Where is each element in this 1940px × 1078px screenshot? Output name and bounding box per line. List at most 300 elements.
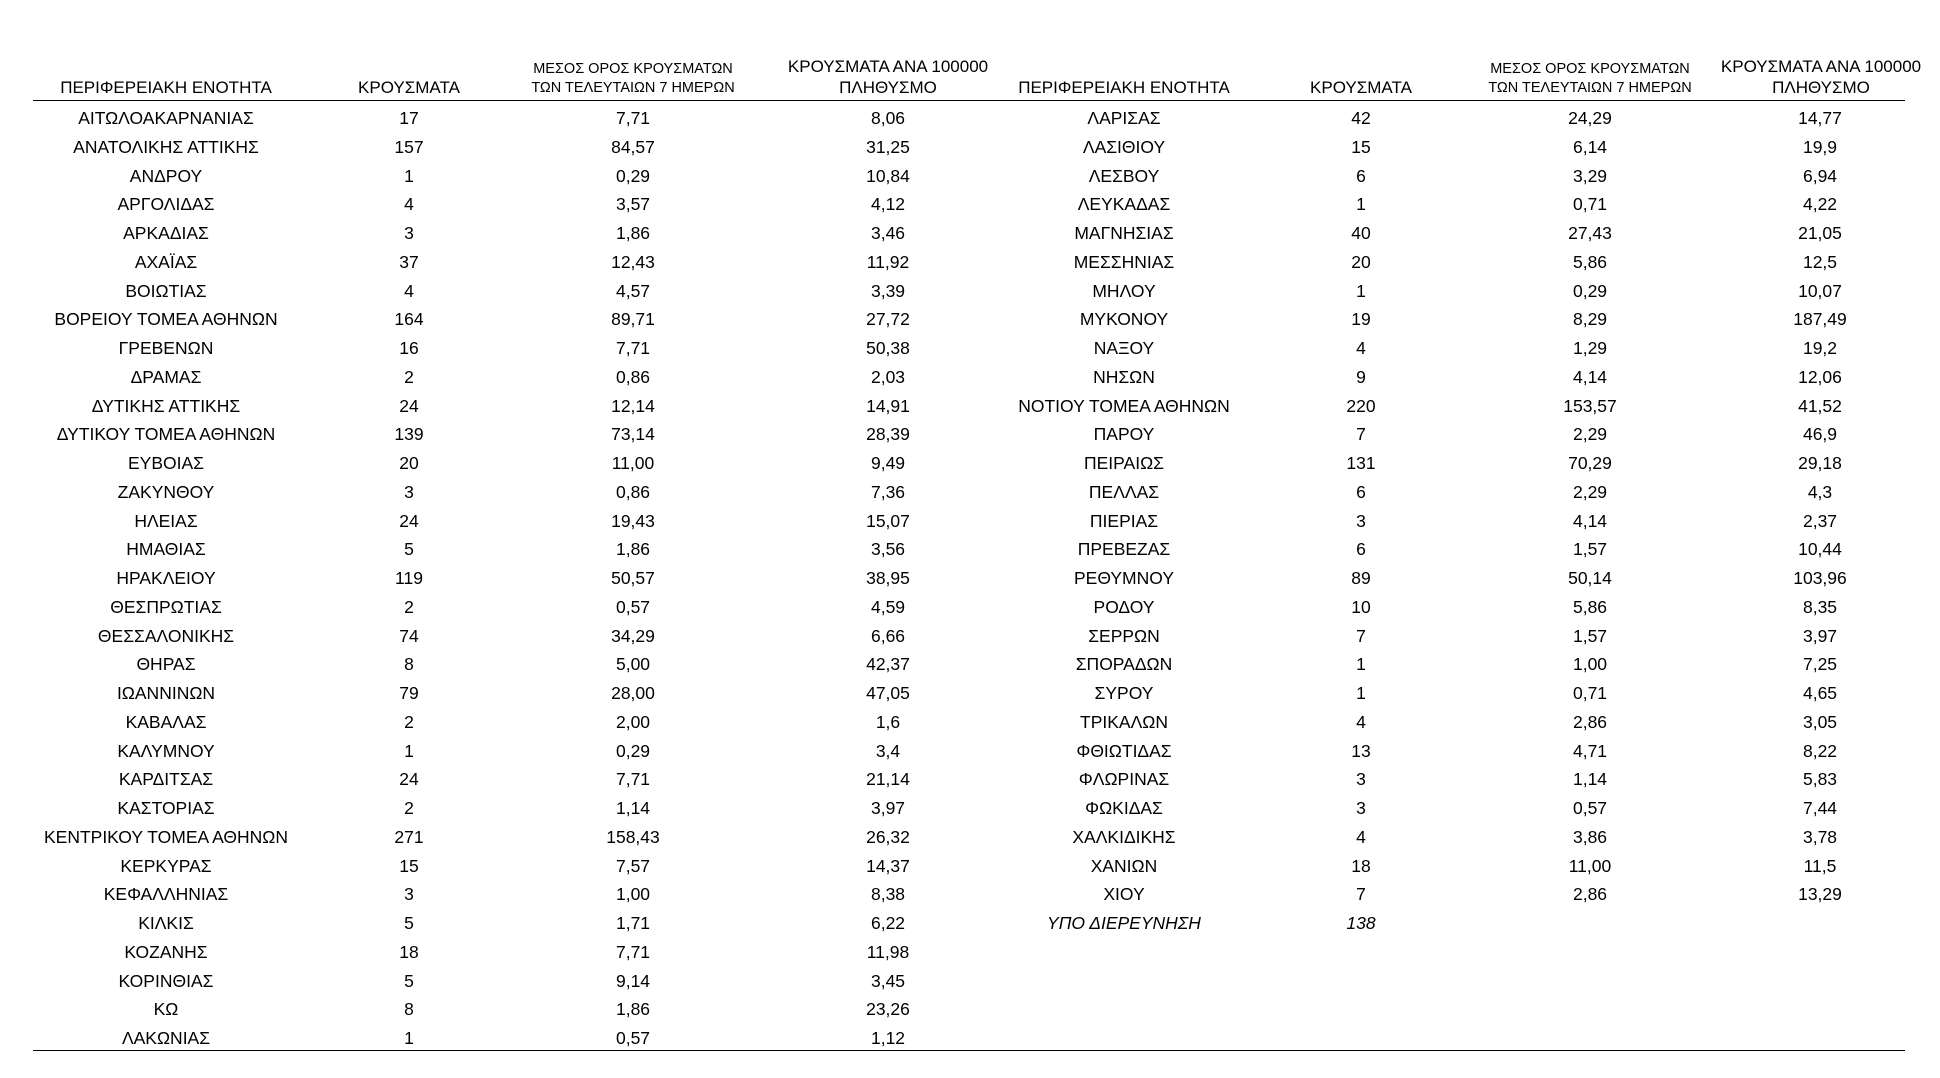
- cases-cell: 157: [394, 136, 424, 157]
- region-cell: ΜΥΚΟΝΟΥ: [1079, 309, 1169, 330]
- region-cell: ΠΕΛΛΑΣ: [1088, 481, 1160, 502]
- avg-cell: 1,14: [615, 798, 651, 818]
- table-row: [33, 536, 987, 565]
- rows-left: [33, 101, 987, 1054]
- table-row: [33, 163, 987, 192]
- table-row: [991, 795, 1905, 824]
- region-cell: ΓΡΕΒΕΝΩΝ: [118, 338, 214, 358]
- per100k-cell: 3,46: [870, 223, 906, 243]
- region-cell: ΚΟΖΑΝΗΣ: [124, 941, 208, 962]
- region-cell: ΕΥΒΟΙΑΣ: [128, 453, 204, 473]
- region-cell: ΦΘΙΩΤΙΔΑΣ: [1076, 740, 1172, 761]
- cases-cell: 13: [1351, 740, 1371, 761]
- cases-cell: 24: [399, 510, 419, 531]
- per100k-cell: 3,97: [870, 798, 906, 818]
- per100k-cell: 5,83: [1802, 769, 1838, 790]
- per100k-cell: 3,78: [1802, 826, 1838, 847]
- cases-cell: 4: [1356, 826, 1366, 847]
- cases-cell: 271: [394, 826, 424, 847]
- region-cell: ΚΕΝΤΡΙΚΟΥ ΤΟΜΕΑ ΑΘΗΝΩΝ: [43, 826, 289, 847]
- avg-cell: 19,43: [611, 510, 655, 531]
- avg-cell: 1,86: [615, 539, 651, 560]
- region-cell: ΑΧΑΪΑΣ: [134, 251, 198, 272]
- avg-cell: 0,29: [615, 165, 651, 186]
- per100k-cell: 11,5: [1803, 855, 1837, 876]
- region-cell: ΔΥΤΙΚΟΥ ΤΟΜΕΑ ΑΘΗΝΩΝ: [56, 424, 276, 445]
- region-cell: ΒΟΙΩΤΙΑΣ: [125, 280, 207, 301]
- per100k-cell: 6,22: [870, 913, 906, 933]
- per100k-cell: 27,72: [866, 309, 910, 330]
- region-cell: ΜΗΛΟΥ: [1092, 280, 1156, 301]
- avg-cell: 5,86: [1572, 596, 1608, 617]
- table-row: [991, 335, 1905, 364]
- region-cell: ΡΟΔΟΥ: [1093, 596, 1155, 617]
- header-avg-line2: ΤΩΝ ΤΕΛΕΥΤΑΙΩΝ 7 ΗΜΕΡΩΝ: [1488, 80, 1692, 96]
- table-row: [991, 163, 1905, 192]
- cases-cell: 3: [1356, 798, 1366, 818]
- table-row: [33, 881, 987, 910]
- avg-cell: 1,57: [1572, 539, 1608, 560]
- avg-cell: 1,71: [615, 913, 651, 933]
- table-row: [991, 565, 1905, 594]
- region-cell: ΜΕΣΣΗΝΙΑΣ: [1073, 251, 1175, 272]
- cases-cell: 6: [1356, 481, 1366, 502]
- region-cell: ΠΑΡΟΥ: [1093, 424, 1155, 445]
- table-row: [33, 508, 987, 537]
- avg-cell: 0,71: [1572, 683, 1608, 703]
- avg-cell: 4,71: [1572, 740, 1608, 761]
- region-cell: ΧΑΝΙΩΝ: [1090, 855, 1158, 876]
- table-row: [991, 278, 1905, 307]
- table-block-right: [991, 50, 1922, 939]
- region-cell: ΡΕΘΥΜΝΟΥ: [1073, 568, 1174, 588]
- region-cell: ΣΠΟΡΑΔΩΝ: [1075, 654, 1173, 675]
- region-cell: ΗΡΑΚΛΕΙΟΥ: [116, 568, 216, 588]
- table-row: [991, 105, 1905, 134]
- avg-cell: 8,29: [1572, 309, 1608, 330]
- per100k-cell: 4,3: [1807, 481, 1833, 502]
- cases-cell: 5: [404, 913, 414, 933]
- header-per100k-line1: ΚΡΟΥΣΜΑΤΑ ΑΝΑ 100000: [1720, 57, 1922, 76]
- cases-cell: 3: [404, 481, 414, 502]
- per100k-cell: 3,45: [870, 970, 906, 991]
- per100k-cell: 6,94: [1802, 165, 1838, 186]
- avg-cell: 34,29: [611, 625, 655, 646]
- region-cell: ΚΑΣΤΟΡΙΑΣ: [117, 798, 215, 818]
- table-row: [991, 881, 1905, 910]
- region-cell: ΛΑΚΩΝΙΑΣ: [121, 1028, 211, 1048]
- cases-cell: 4: [1356, 338, 1366, 358]
- region-cell: ΝΗΣΩΝ: [1093, 366, 1155, 387]
- cases-cell: 119: [395, 568, 423, 588]
- cases-cell: 1: [404, 1028, 414, 1048]
- table-row: [33, 421, 987, 450]
- cases-cell: 7: [1356, 625, 1366, 646]
- avg-cell: 3,29: [1572, 165, 1608, 186]
- per100k-cell: 3,39: [870, 280, 906, 301]
- region-cell: ΒΟΡΕΙΟΥ ΤΟΜΕΑ ΑΘΗΝΩΝ: [54, 309, 278, 330]
- cases-cell: 1: [404, 740, 414, 761]
- region-cell: ΠΡΕΒΕΖΑΣ: [1077, 539, 1171, 560]
- table-row: [33, 306, 987, 335]
- table-row: [33, 479, 987, 508]
- cases-cell: 8: [404, 654, 414, 675]
- avg-cell: 2,29: [1572, 424, 1608, 445]
- per100k-cell: 28,39: [866, 424, 910, 445]
- per100k-cell: 14,91: [866, 395, 910, 416]
- avg-cell: 2,86: [1572, 884, 1608, 905]
- cases-cell: 4: [404, 280, 414, 301]
- table-row: [33, 651, 987, 680]
- avg-cell: 1,00: [615, 884, 651, 905]
- header-region: ΠΕΡΙΦΕΡΕΙΑΚΗ ΕΝΟΤΗΤΑ: [60, 78, 272, 97]
- per100k-cell: 11,98: [866, 941, 910, 962]
- header-avg-line1: ΜΕΣΟΣ ΟΡΟΣ ΚΡΟΥΣΜΑΤΩΝ: [533, 61, 733, 77]
- header-avg: [1475, 60, 1705, 98]
- cases-cell: 37: [399, 251, 419, 272]
- avg-cell: 7,57: [615, 855, 651, 876]
- per100k-cell: 19,9: [1802, 136, 1838, 157]
- header-region: ΠΕΡΙΦΕΡΕΙΑΚΗ ΕΝΟΤΗΤΑ: [1018, 78, 1230, 97]
- table-row: [991, 479, 1905, 508]
- cases-cell: 131: [1346, 453, 1376, 473]
- cases-cell: 18: [1351, 855, 1371, 876]
- per100k-cell: 31,25: [866, 136, 910, 157]
- cases-cell: 15: [399, 855, 419, 876]
- cases-cell: 3: [404, 223, 414, 243]
- region-cell: ΖΑΚΥΝΘΟΥ: [117, 481, 215, 502]
- avg-cell: 0,86: [615, 481, 651, 502]
- avg-cell: 84,57: [611, 136, 655, 157]
- cases-cell: 2: [404, 711, 414, 732]
- region-cell: ΧΙΟΥ: [1103, 884, 1145, 905]
- region-cell: ΠΕΙΡΑΙΩΣ: [1084, 453, 1164, 473]
- cases-cell: 7: [1356, 424, 1366, 445]
- table-row: [991, 594, 1905, 623]
- cases-cell: 5: [404, 539, 414, 560]
- table-header-right: [991, 50, 1922, 100]
- avg-cell: 0,57: [615, 1028, 651, 1048]
- region-cell: ΠΙΕΡΙΑΣ: [1089, 510, 1159, 531]
- per100k-cell: 7,36: [870, 481, 906, 502]
- table-row: [991, 680, 1905, 709]
- region-cell: ΤΡΙΚΑΛΩΝ: [1080, 711, 1168, 732]
- cases-cell: 1: [1356, 654, 1366, 675]
- region-cell: ΣΥΡΟΥ: [1094, 683, 1154, 703]
- region-cell: ΝΟΤΙΟΥ ΤΟΜΕΑ ΑΘΗΝΩΝ: [1018, 395, 1230, 416]
- table-row: [991, 450, 1905, 479]
- cases-cell: 6: [1356, 539, 1366, 560]
- table-row: [991, 134, 1905, 163]
- header-per100k-line1: ΚΡΟΥΣΜΑΤΑ ΑΝΑ 100000: [787, 57, 989, 76]
- avg-cell: 4,57: [615, 280, 651, 301]
- avg-cell: 1,14: [1572, 769, 1608, 790]
- cases-cell: 17: [399, 108, 419, 128]
- table-row: [991, 220, 1905, 249]
- region-cell: ΚΑΛΥΜΝΟΥ: [117, 740, 215, 761]
- header-avg-line1: ΜΕΣΟΣ ΟΡΟΣ ΚΡΟΥΣΜΑΤΩΝ: [1490, 61, 1690, 77]
- cases-cell: 2: [404, 366, 414, 387]
- header-per100k-line2: ΠΛΗΘΥΣΜΟ: [1772, 78, 1870, 97]
- avg-cell: 0,86: [615, 366, 651, 387]
- table-row: [991, 766, 1905, 795]
- per100k-cell: 4,12: [870, 194, 906, 215]
- avg-cell: 3,86: [1572, 826, 1608, 847]
- cases-cell: 40: [1351, 223, 1371, 243]
- table-row: [33, 364, 987, 393]
- table-row: [33, 134, 987, 163]
- region-cell: ΚΑΒΑΛΑΣ: [125, 711, 207, 732]
- cases-cell: 4: [404, 194, 414, 215]
- header-cases: ΚΡΟΥΣΜΑΤΑ: [1310, 78, 1412, 97]
- cases-cell: 10: [1351, 596, 1371, 617]
- header-cases: ΚΡΟΥΣΜΑΤΑ: [358, 78, 460, 97]
- region-cell: ΚΕΦΑΛΛΗΝΙΑΣ: [103, 884, 229, 905]
- per100k-cell: 19,2: [1802, 338, 1838, 358]
- region-cell: ΗΛΕΙΑΣ: [134, 510, 198, 531]
- table-row: [33, 278, 987, 307]
- per100k-cell: 103,96: [1793, 568, 1847, 588]
- cases-cell: 6: [1356, 165, 1366, 186]
- region-cell: ΣΕΡΡΩΝ: [1088, 625, 1160, 646]
- table-row: [991, 249, 1905, 278]
- cases-cell: 15: [1351, 136, 1371, 157]
- per100k-cell: 8,35: [1802, 596, 1838, 617]
- header-avg: [518, 60, 748, 98]
- cases-cell: 2: [404, 798, 414, 818]
- table-row: [991, 191, 1905, 220]
- avg-cell: 0,29: [615, 740, 651, 761]
- header-avg-line2: ΤΩΝ ΤΕΛΕΥΤΑΙΩΝ 7 ΗΜΕΡΩΝ: [531, 80, 735, 96]
- per100k-cell: 21,05: [1798, 223, 1842, 243]
- avg-cell: 3,57: [615, 194, 651, 215]
- per100k-cell: 26,32: [866, 826, 910, 847]
- per100k-cell: 4,65: [1802, 683, 1838, 703]
- table-row: [33, 450, 987, 479]
- table-row: [33, 824, 987, 853]
- cases-cell: 7: [1356, 884, 1366, 905]
- avg-cell: 4,14: [1572, 510, 1608, 531]
- table-row: [33, 249, 987, 278]
- region-cell: ΚΩ: [153, 999, 179, 1020]
- per100k-cell: 7,44: [1802, 798, 1838, 818]
- per100k-cell: 3,05: [1802, 711, 1838, 732]
- region-cell: ΑΡΓΟΛΙΔΑΣ: [117, 194, 215, 215]
- per100k-cell: 50,38: [866, 338, 910, 358]
- avg-cell: 0,29: [1572, 280, 1608, 301]
- per100k-cell: 4,59: [870, 596, 906, 617]
- region-cell: ΛΕΥΚΑΔΑΣ: [1077, 194, 1171, 215]
- per100k-cell: 2,37: [1802, 510, 1838, 531]
- per100k-cell: 8,22: [1802, 740, 1838, 761]
- avg-cell: 1,29: [1572, 338, 1608, 358]
- avg-cell: 6,14: [1572, 136, 1608, 157]
- table-row: [991, 738, 1905, 767]
- pending-row: [991, 910, 1905, 939]
- region-cell: ΚΑΡΔΙΤΣΑΣ: [118, 769, 214, 790]
- cases-cell: 24: [399, 395, 419, 416]
- region-cell: ΘΗΡΑΣ: [136, 654, 196, 675]
- table-row: [991, 536, 1905, 565]
- per100k-cell: 3,97: [1802, 625, 1838, 646]
- per100k-cell: 4,22: [1802, 194, 1838, 215]
- table-row: [33, 709, 987, 738]
- per100k-cell: 47,05: [866, 683, 910, 703]
- table-row: [33, 105, 987, 134]
- per100k-cell: 14,37: [866, 855, 910, 876]
- table-row: [33, 594, 987, 623]
- avg-cell: 1,57: [1572, 625, 1608, 646]
- per100k-cell: 13,29: [1798, 884, 1842, 905]
- per100k-cell: 2,03: [870, 366, 906, 387]
- per100k-cell: 6,66: [870, 625, 906, 646]
- avg-cell: 5,86: [1572, 251, 1608, 272]
- avg-cell: 2,86: [1572, 711, 1608, 732]
- per100k-cell: 1,12: [870, 1028, 906, 1048]
- region-cell: ΚΕΡΚΥΡΑΣ: [120, 855, 212, 876]
- table-row: [991, 306, 1905, 335]
- avg-cell: 2,00: [615, 711, 651, 732]
- per100k-cell: 11,92: [866, 251, 910, 272]
- table-row: [33, 393, 987, 422]
- table-row: [33, 939, 987, 968]
- region-cell: ΔΡΑΜΑΣ: [130, 366, 202, 387]
- region-cell: ΧΑΛΚΙΔΙΚΗΣ: [1072, 826, 1176, 847]
- cases-cell: 19: [1351, 309, 1371, 330]
- avg-cell: 7,71: [615, 941, 651, 962]
- table-row: [33, 968, 987, 997]
- bottom-rule: [33, 1050, 1905, 1051]
- avg-cell: 153,57: [1563, 395, 1617, 416]
- cases-cell: 8: [404, 999, 414, 1020]
- region-cell: ΛΕΣΒΟΥ: [1088, 165, 1160, 186]
- table-row: [33, 680, 987, 709]
- region-cell: ΑΡΚΑΔΙΑΣ: [123, 223, 209, 243]
- table-row: [991, 651, 1905, 680]
- pending-cases: 138: [1346, 913, 1376, 933]
- table-row: [991, 824, 1905, 853]
- cases-cell: 1: [404, 165, 414, 186]
- header-per100k: [1691, 56, 1940, 98]
- avg-cell: 1,00: [1572, 654, 1608, 675]
- cases-cell: 79: [399, 683, 419, 703]
- avg-cell: 12,43: [611, 251, 655, 272]
- avg-cell: 158,43: [606, 826, 660, 847]
- per100k-cell: 3,56: [870, 539, 906, 560]
- region-cell: ΦΩΚΙΔΑΣ: [1085, 798, 1163, 818]
- per100k-cell: 14,77: [1798, 108, 1842, 128]
- table-row: [33, 191, 987, 220]
- region-cell: ΛΑΡΙΣΑΣ: [1087, 108, 1161, 128]
- region-cell: ΚΟΡΙΝΘΙΑΣ: [118, 970, 214, 991]
- region-cell: ΚΙΛΚΙΣ: [138, 913, 194, 933]
- per100k-cell: 15,07: [866, 510, 910, 531]
- per100k-cell: 3,4: [875, 740, 901, 761]
- region-cell: ΛΑΣΙΘΙΟΥ: [1082, 136, 1166, 157]
- table-row: [991, 623, 1905, 652]
- per100k-cell: 8,38: [870, 884, 906, 905]
- avg-cell: 12,14: [611, 395, 655, 416]
- cases-cell: 2: [404, 596, 414, 617]
- cases-cell: 16: [399, 338, 419, 358]
- per100k-cell: 21,14: [866, 769, 910, 790]
- cases-cell: 4: [1356, 711, 1366, 732]
- per100k-cell: 10,84: [866, 165, 910, 186]
- cases-cell: 42: [1351, 108, 1371, 128]
- avg-cell: 73,14: [611, 424, 655, 445]
- region-cell: ΦΛΩΡΙΝΑΣ: [1078, 769, 1170, 790]
- region-cell: ΑΙΤΩΛΟΑΚΑΡΝΑΝΙΑΣ: [78, 108, 254, 128]
- region-cell: ΗΜΑΘΙΑΣ: [126, 539, 206, 560]
- table-row: [991, 421, 1905, 450]
- table-row: [991, 364, 1905, 393]
- table-block-left: [33, 50, 987, 1054]
- cases-cell: 1: [1356, 194, 1366, 215]
- region-cell: ΑΝΑΤΟΛΙΚΗΣ ΑΤΤΙΚΗΣ: [73, 136, 259, 157]
- per100k-cell: 8,06: [870, 108, 906, 128]
- avg-cell: 24,29: [1568, 108, 1612, 128]
- table-row: [991, 508, 1905, 537]
- avg-cell: 50,14: [1568, 568, 1612, 588]
- pending-label: ΥΠΟ ΔΙΕΡΕΥΝΗΣΗ: [1047, 913, 1201, 933]
- per100k-cell: 46,9: [1802, 424, 1838, 445]
- per100k-cell: 29,18: [1798, 453, 1842, 473]
- region-cell: ΝΑΞΟΥ: [1093, 338, 1155, 358]
- cases-cell: 18: [399, 941, 419, 962]
- cases-cell: 164: [394, 309, 424, 330]
- table-row: [33, 766, 987, 795]
- avg-cell: 7,71: [615, 108, 651, 128]
- avg-cell: 50,57: [611, 568, 655, 588]
- cases-cell: 24: [399, 769, 419, 790]
- avg-cell: 27,43: [1568, 223, 1612, 243]
- cases-cell: 74: [399, 625, 419, 646]
- avg-cell: 11,00: [611, 453, 655, 473]
- per100k-cell: 1,6: [875, 711, 901, 732]
- avg-cell: 0,57: [1572, 798, 1608, 818]
- table-row: [991, 393, 1905, 422]
- avg-cell: 4,14: [1572, 366, 1608, 387]
- cases-cell: 20: [1351, 251, 1371, 272]
- table-row: [33, 795, 987, 824]
- cases-cell: 3: [1356, 510, 1366, 531]
- avg-cell: 70,29: [1568, 453, 1612, 473]
- table-row: [33, 220, 987, 249]
- per100k-cell: 38,95: [866, 568, 910, 588]
- cases-cell: 3: [404, 884, 414, 905]
- table-row: [33, 565, 987, 594]
- cases-cell: 1: [1356, 683, 1366, 703]
- per100k-cell: 41,52: [1798, 395, 1842, 416]
- header-per100k-line2: ΠΛΗΘΥΣΜΟ: [839, 78, 937, 97]
- avg-cell: 0,71: [1572, 194, 1608, 215]
- cases-cell: 3: [1356, 769, 1366, 790]
- cases-cell: 9: [1356, 366, 1366, 387]
- per100k-cell: 10,44: [1798, 539, 1842, 560]
- avg-cell: 1,86: [615, 223, 651, 243]
- table-row: [33, 853, 987, 882]
- header-per100k: [760, 56, 1016, 98]
- per100k-cell: 42,37: [866, 654, 910, 675]
- table-row: [33, 910, 987, 939]
- avg-cell: 28,00: [611, 683, 655, 703]
- avg-cell: 11,00: [1568, 855, 1612, 876]
- avg-cell: 9,14: [615, 970, 651, 991]
- table-row: [33, 335, 987, 364]
- avg-cell: 7,71: [615, 338, 651, 358]
- rows-right: [991, 101, 1905, 939]
- table-row: [33, 738, 987, 767]
